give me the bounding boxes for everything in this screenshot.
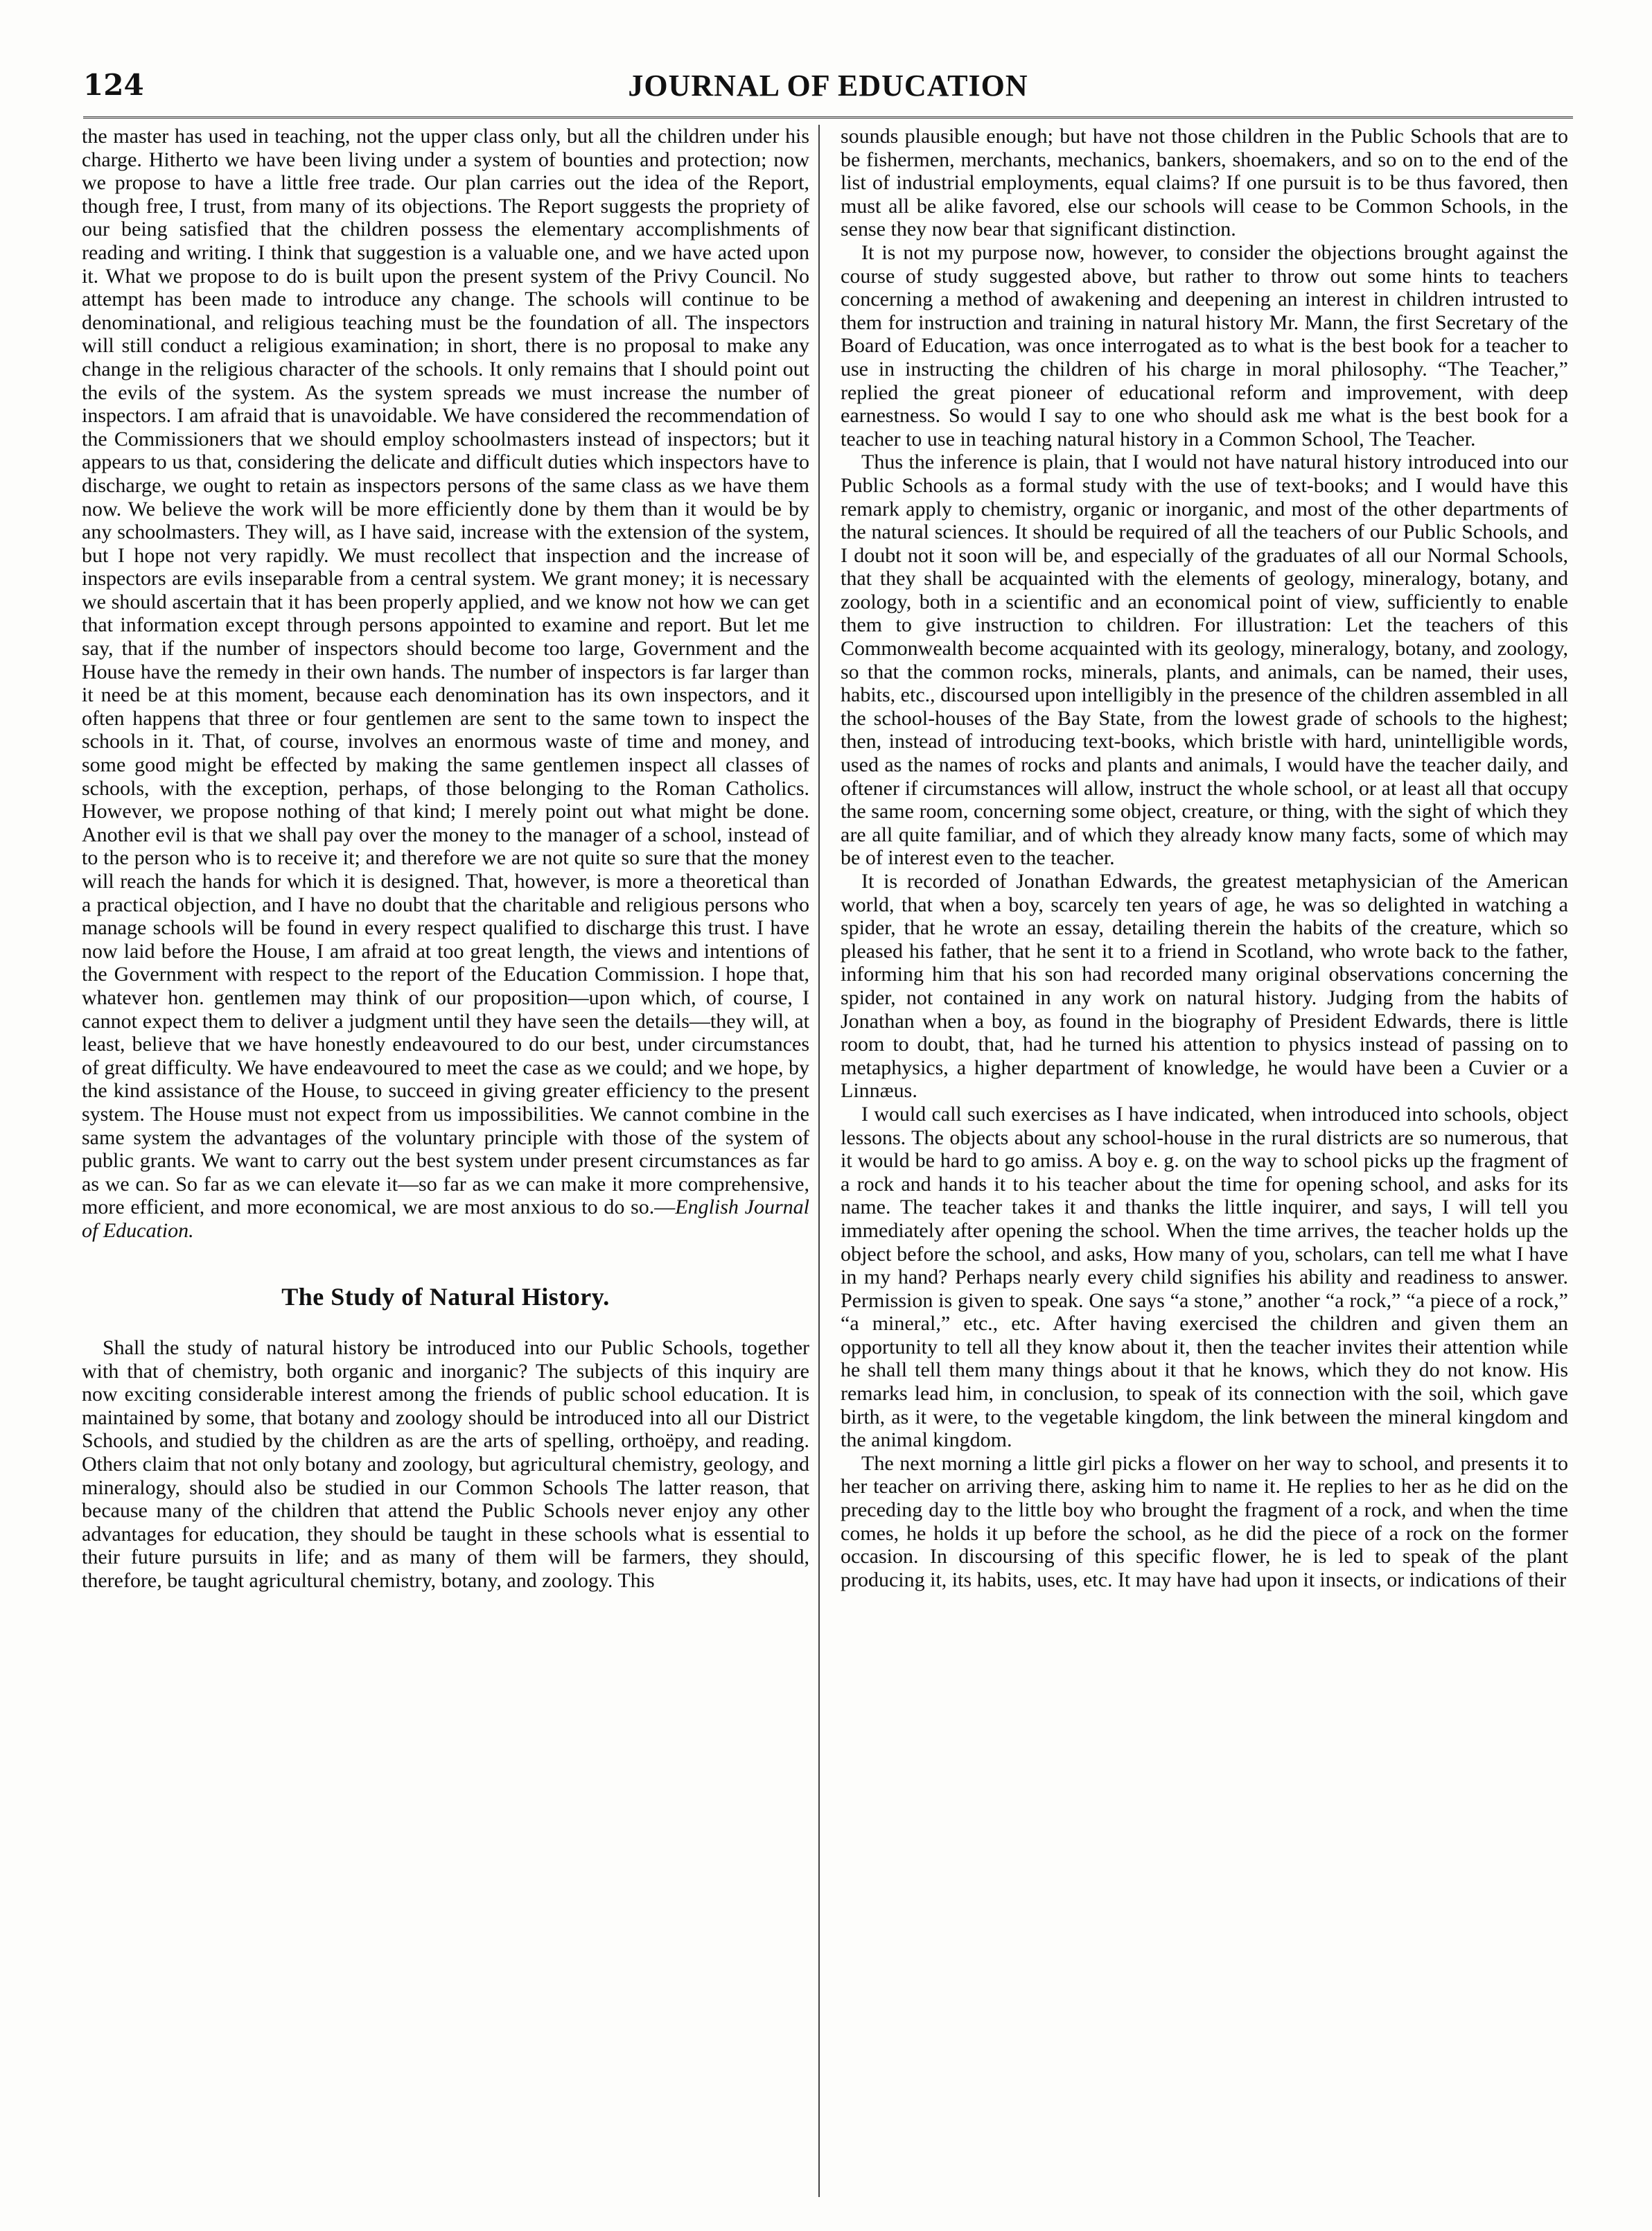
page-header [83, 68, 1573, 110]
paragraph: Shall the study of natural history be introduced into our Public Schools, together with that of chemistry, both organic and inorganic? The subjects of this inquiry are now exciting considerable interest among the friends of public school education. It is maintained by some, that botany and zoology should be introduced into all our District Schools, and studied by the children as are the arts of spelling, orthoëpy, and reading. Others claim that not only botany and zoology, but agricultural chemistry, geology, and mineralogy, should also be studied in our Common Schools The latter reason, that because many of the children that attend the Public Schools never enjoy any other advantages for education, they should be taught in these schools what is essential to their future pursuits in life; and as many of them will be farmers, they should, therefore, be taught agricultural chemistry, botany, and zoology. This [82, 1336, 809, 1593]
paragraph: It is recorded of Jonathan Edwards, the greatest metaphysician of the American world, that when a boy, scarcely ten years of age, he was so delighted in watching a spider, that he wrote an essay, detailing therein the habits of the creature, which so pleased his father, that he sent it to a friend in Scotland, who wrote back to the father, informing him that his son had recorded many original observations concerning the spider, not contained in any work on natural history. Judging from the habits of Jonathan when a boy, as found in the biography of President Edwards, there is little room to doubt, that, had he turned his attention to physics instead of passing on to metaphysics, a higher department of knowledge, he would have been a Cuvier or a Linnæus. [841, 870, 1568, 1103]
header-rule [83, 116, 1573, 119]
section-title: The Study of Natural History. [281, 1282, 610, 1311]
paragraph: I would call such exercises as I have indicated, when introduced into schools, object lessons. The objects about any school-house in the rural districts are so numerous, that it would be hard to go amiss. A boy e. g. on the way to school picks up the fragment of a rock and hands it to his teacher about the time for opening school, and asks for its name. The teacher takes it and thanks the little inquirer, and says, I will tell you immediately after opening the school. When the time arrives, the teacher holds up the object before the school, and asks, How many of you, scholars, can tell me what I have in my hand? Perhaps nearly every child signifies his ability and readiness to answer. Permission is given to speak. One says “a stone,” another “a rock,” “a piece of a rock,” “a mineral,” etc., etc. After having exercised the children and given them an opportunity to tell all they know about it, then the teacher invites their attention while he shall tell them many things about it that he knows, which they do not know. His remarks lead him, in conclusion, to speak of its connection with the soil, which gave birth, as it were, to the vegetable kingdom, the link between the mineral kingdom and the animal kingdom. [841, 1102, 1568, 1452]
paragraph: It is not my purpose now, however, to consider the objections brought against the course of study suggested above, but rather to throw out some hints to teachers concerning a method of awakening and deepening an interest in children intrusted to them for instruction and training in natural history Mr. Mann, the first Secretary of the Board of Education, was once interrogated as to what is the best book for a teacher to use in instructing the children of his charge in moral philosophy. “The Teacher,” replied the great pioneer of educational reform and improvement, with deep earnestness. So would I say to one who should ask me what is the best book for a teacher to use in teaching natural history in a Common School, The Teacher. [841, 240, 1568, 450]
right-column [841, 125, 1568, 1591]
page-number: 124 [83, 68, 144, 102]
journal-title: JOURNAL OF EDUCATION [628, 69, 1028, 103]
source-attribution: English Journal of Education. [82, 1196, 809, 1242]
paragraph: sounds plausible enough; but have not those children in the Public Schools that are to be fishermen, merchants, mechanics, bankers, shoemakers, and so on to the end of the list of industrial employments, equal claims? If one pursuit is to be thus favored, then must all be alike favored, else our schools will cease to be Common Schools, in the sense they now bear that significant distinction. [841, 125, 1568, 241]
paragraph [82, 125, 809, 1243]
paragraph: The next morning a little girl picks a flower on her way to school, and presents it to her teacher on arriving there, asking him to name it. He replies to her as he did on the preceding day to the little boy who brought the fragment of a rock, and when the time comes, he holds it up before the school, as he did the piece of a rock on the former occasion. In discoursing of this specific flower, he is led to speak of the plant producing it, its habits, uses, etc. It may have had upon it insects, or indications of their [841, 1451, 1568, 1591]
paragraph: Thus the inference is plain, that I would not have natural history introduced into our Public Schools as a formal study with the use of text-books; and I would have this remark apply to chemistry, organic or inorganic, and most of the other departments of the natural sciences. It should be required of all the teachers of our Public Schools, and I doubt not it soon will be, and especially of the graduates of all our Normal Schools, that they shall be acquainted with the elements of geology, mineralogy, botany, and zoology, both in a scientific and an economical point of view, sufficiently to enable them to give instruction to children. For illustration: Let the teachers of this Commonwealth become acquainted with its geology, mineralogy, botany, and zoology, so that the common rocks, minerals, plants, and animals, can be named, their uses, habits, etc., discoursed upon intelligibly in the presence of the children assembled in all the school-houses of the Bay State, from the lowest grade of schools to the highest; then, instead of introducing text-books, which bristle with hard, unintelligible words, used as the names of rocks and plants and animals, I would have the teacher daily, and oftener if circumstances will allow, instruct the whole school, or at least all that occupy the same room, concerning some object, creature, or thing, with the sight of which they are all quite familiar, and of which they already know many facts, some of which may be of interest even to the teacher. [841, 450, 1568, 870]
paragraph-text: the master has used in teaching, not the upper class only, but all the children under his charge. Hitherto we have been living under a system of bounties and protection; now we propose to have a little free trade. Our plan carries out the idea of the Report, though free, I trust, from many of its objections. The Report suggests the propriety of our being satisfied that the children possess the elementary accomplishments of reading and writing. I think that suggestion is a valuable one, and we have acted upon it. What we propose to do is built upon the present system of the Privy Council. No attempt has been made to introduce any change. The schools will continue to be denominational, and religious teaching must be the foundation of all. The inspectors will still conduct a religious examination; in short, there is no proposal to make any change in the religious character of the schools. It only remains that I should point out the evils of the system. As the system spreads we must increase the number of inspectors. I am afraid that is unavoidable. We have considered the recommendation of the Commissioners that we should employ schoolmasters instead of inspectors; but it appears to us that, considering the delicate and difficult duties which inspectors have to discharge, we ought to retain as inspectors persons of the same class as we have them now. We believe the work will be more efficiently done by them than it would be by any schoolmasters. They will, as I have said, increase with the extension of the system, but I hope not very rapidly. We must recollect that inspection and the increase of inspectors are evils inseparable from a central system. We grant money; it is necessary we should ascertain that it has been properly applied, and we know not how we can get that information except through persons appointed to examine and report. But let me say, that if the number of inspectors should become too large, Government and the House have the remedy in their own hands. The number of inspectors is far larger than it need be at this moment, because each denomination has its own inspectors, and it often happens that three or four gentlemen are sent to the same town to inspect the schools in it. That, of course, involves an enormous waste of time and money, and some good might be effected by making the same gentlemen inspect all classes of schools, with the exception, perhaps, of those belonging to the Roman Catholics. However, we propose nothing of that kind; I merely point out what might be done. Another evil is that we shall pay over the money to the manager of a school, instead of to the person who is to receive it; and therefore we are not quite so sure that the money will reach the hands for which it is designed. That, however, is more a theoretical than a practical objection, and I have no doubt that the charitable and religious persons who manage schools will be found in every respect qualified to discharge this trust. I have now laid before the House, I am afraid at too great length, the views and intentions of the Government with respect to the report of the Education Commission. I hope that, whatever hon. gentlemen may think of our proposition—upon which, of course, I cannot expect them to deliver a judgment until they have seen the details—they will, at least, believe that we have honestly endeavoured to do our best, under circumstances of great difficulty. We have endeavoured to meet the case as we could; and we hope, by the kind assistance of the House, to succeed in giving greater efficiency to the present system. The House must not expect from us impossibilities. We cannot combine in the same system the advantages of the voluntary principle with those of the system of public grants. We want to carry out the best system under present circumstances as far as we can. So far as we can elevate it—so far as we can make it more comprehensive, more efficient, and more economical, we are most anxious to do so.— [82, 125, 809, 1219]
left-column [82, 125, 809, 1593]
column-divider [818, 125, 820, 2197]
